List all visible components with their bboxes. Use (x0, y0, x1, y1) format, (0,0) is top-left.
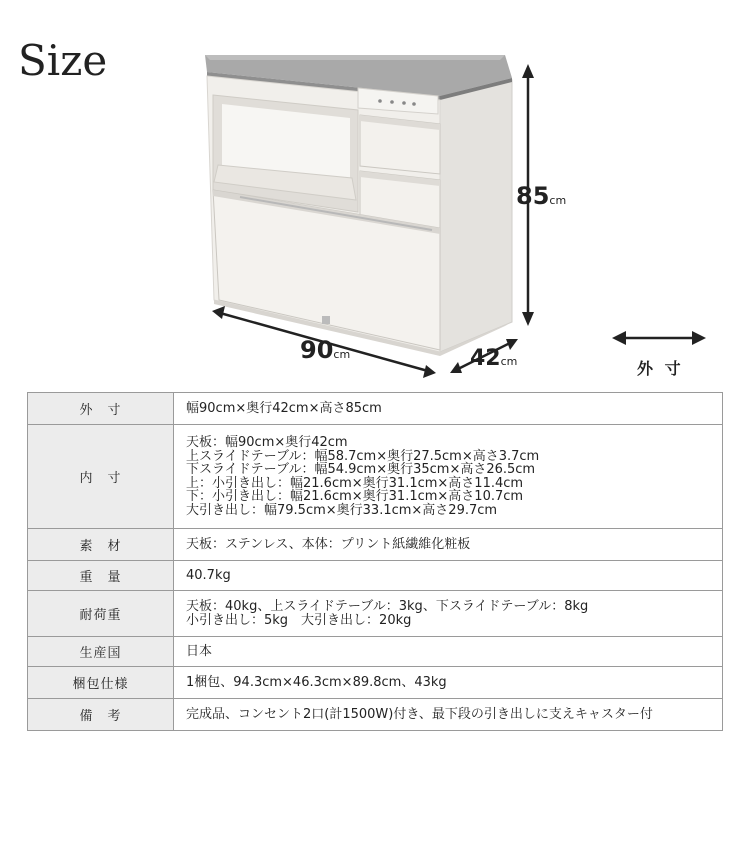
spec-label: 素 材 (28, 529, 174, 561)
spec-value: 天板：40kg、上スライドテーブル：3kg、下スライドテーブル：8kg 小引き出し：5kg 大引き出し：20kg (174, 591, 723, 637)
table-row (28, 561, 723, 591)
spec-label: 梱包仕様 (28, 667, 174, 699)
spec-value: 40.7kg (174, 561, 723, 591)
table-row (28, 393, 723, 425)
spec-table (27, 392, 723, 731)
table-row (28, 529, 723, 561)
table-row (28, 637, 723, 667)
spec-value: 1梱包、94.3cm×46.3cm×89.8cm、43kg (174, 667, 723, 699)
spec-label: 生産国 (28, 637, 174, 667)
spec-label: 外 寸 (28, 393, 174, 425)
spec-label: 備 考 (28, 699, 174, 731)
spec-value: 天板：ステンレス、本体：プリント紙繊維化粧板 (174, 529, 723, 561)
spec-value: 完成品、コンセント2口(計1500W)付き、最下段の引き出しに支えキャスター付 (174, 699, 723, 731)
table-row (28, 425, 723, 529)
table-row (28, 699, 723, 731)
cabinet-illustration (0, 0, 750, 390)
outer-dimension-legend: 外 寸 (637, 359, 684, 378)
spec-value: 日本 (174, 637, 723, 667)
spec-label: 内 寸 (28, 425, 174, 529)
table-row (28, 591, 723, 637)
width-dimension: 90cm (300, 336, 351, 364)
depth-dimension: 42cm (470, 346, 518, 371)
spec-value: 幅90cm×奥行42cm×高さ85cm (174, 393, 723, 425)
page-title: Size (18, 36, 108, 85)
spec-label: 耐荷重 (28, 591, 174, 637)
spec-value: 天板：幅90cm×奥行42cm 上スライドテーブル：幅58.7cm×奥行27.5cm×高さ3.7cm 下スライドテーブル：幅54.9cm×奥行35cm×高さ26.5cm 上：小引き出し：幅21.6cm×奥行31.1cm×高さ11.4cm 下：小引き出し：幅21.6cm×奥行31.1cm×高さ10.7cm 大引き出し：幅79.5cm×奥行33.1cm×高さ29.7cm (174, 425, 723, 529)
spec-label: 重 量 (28, 561, 174, 591)
table-row (28, 667, 723, 699)
height-dimension: 85cm (516, 182, 567, 210)
